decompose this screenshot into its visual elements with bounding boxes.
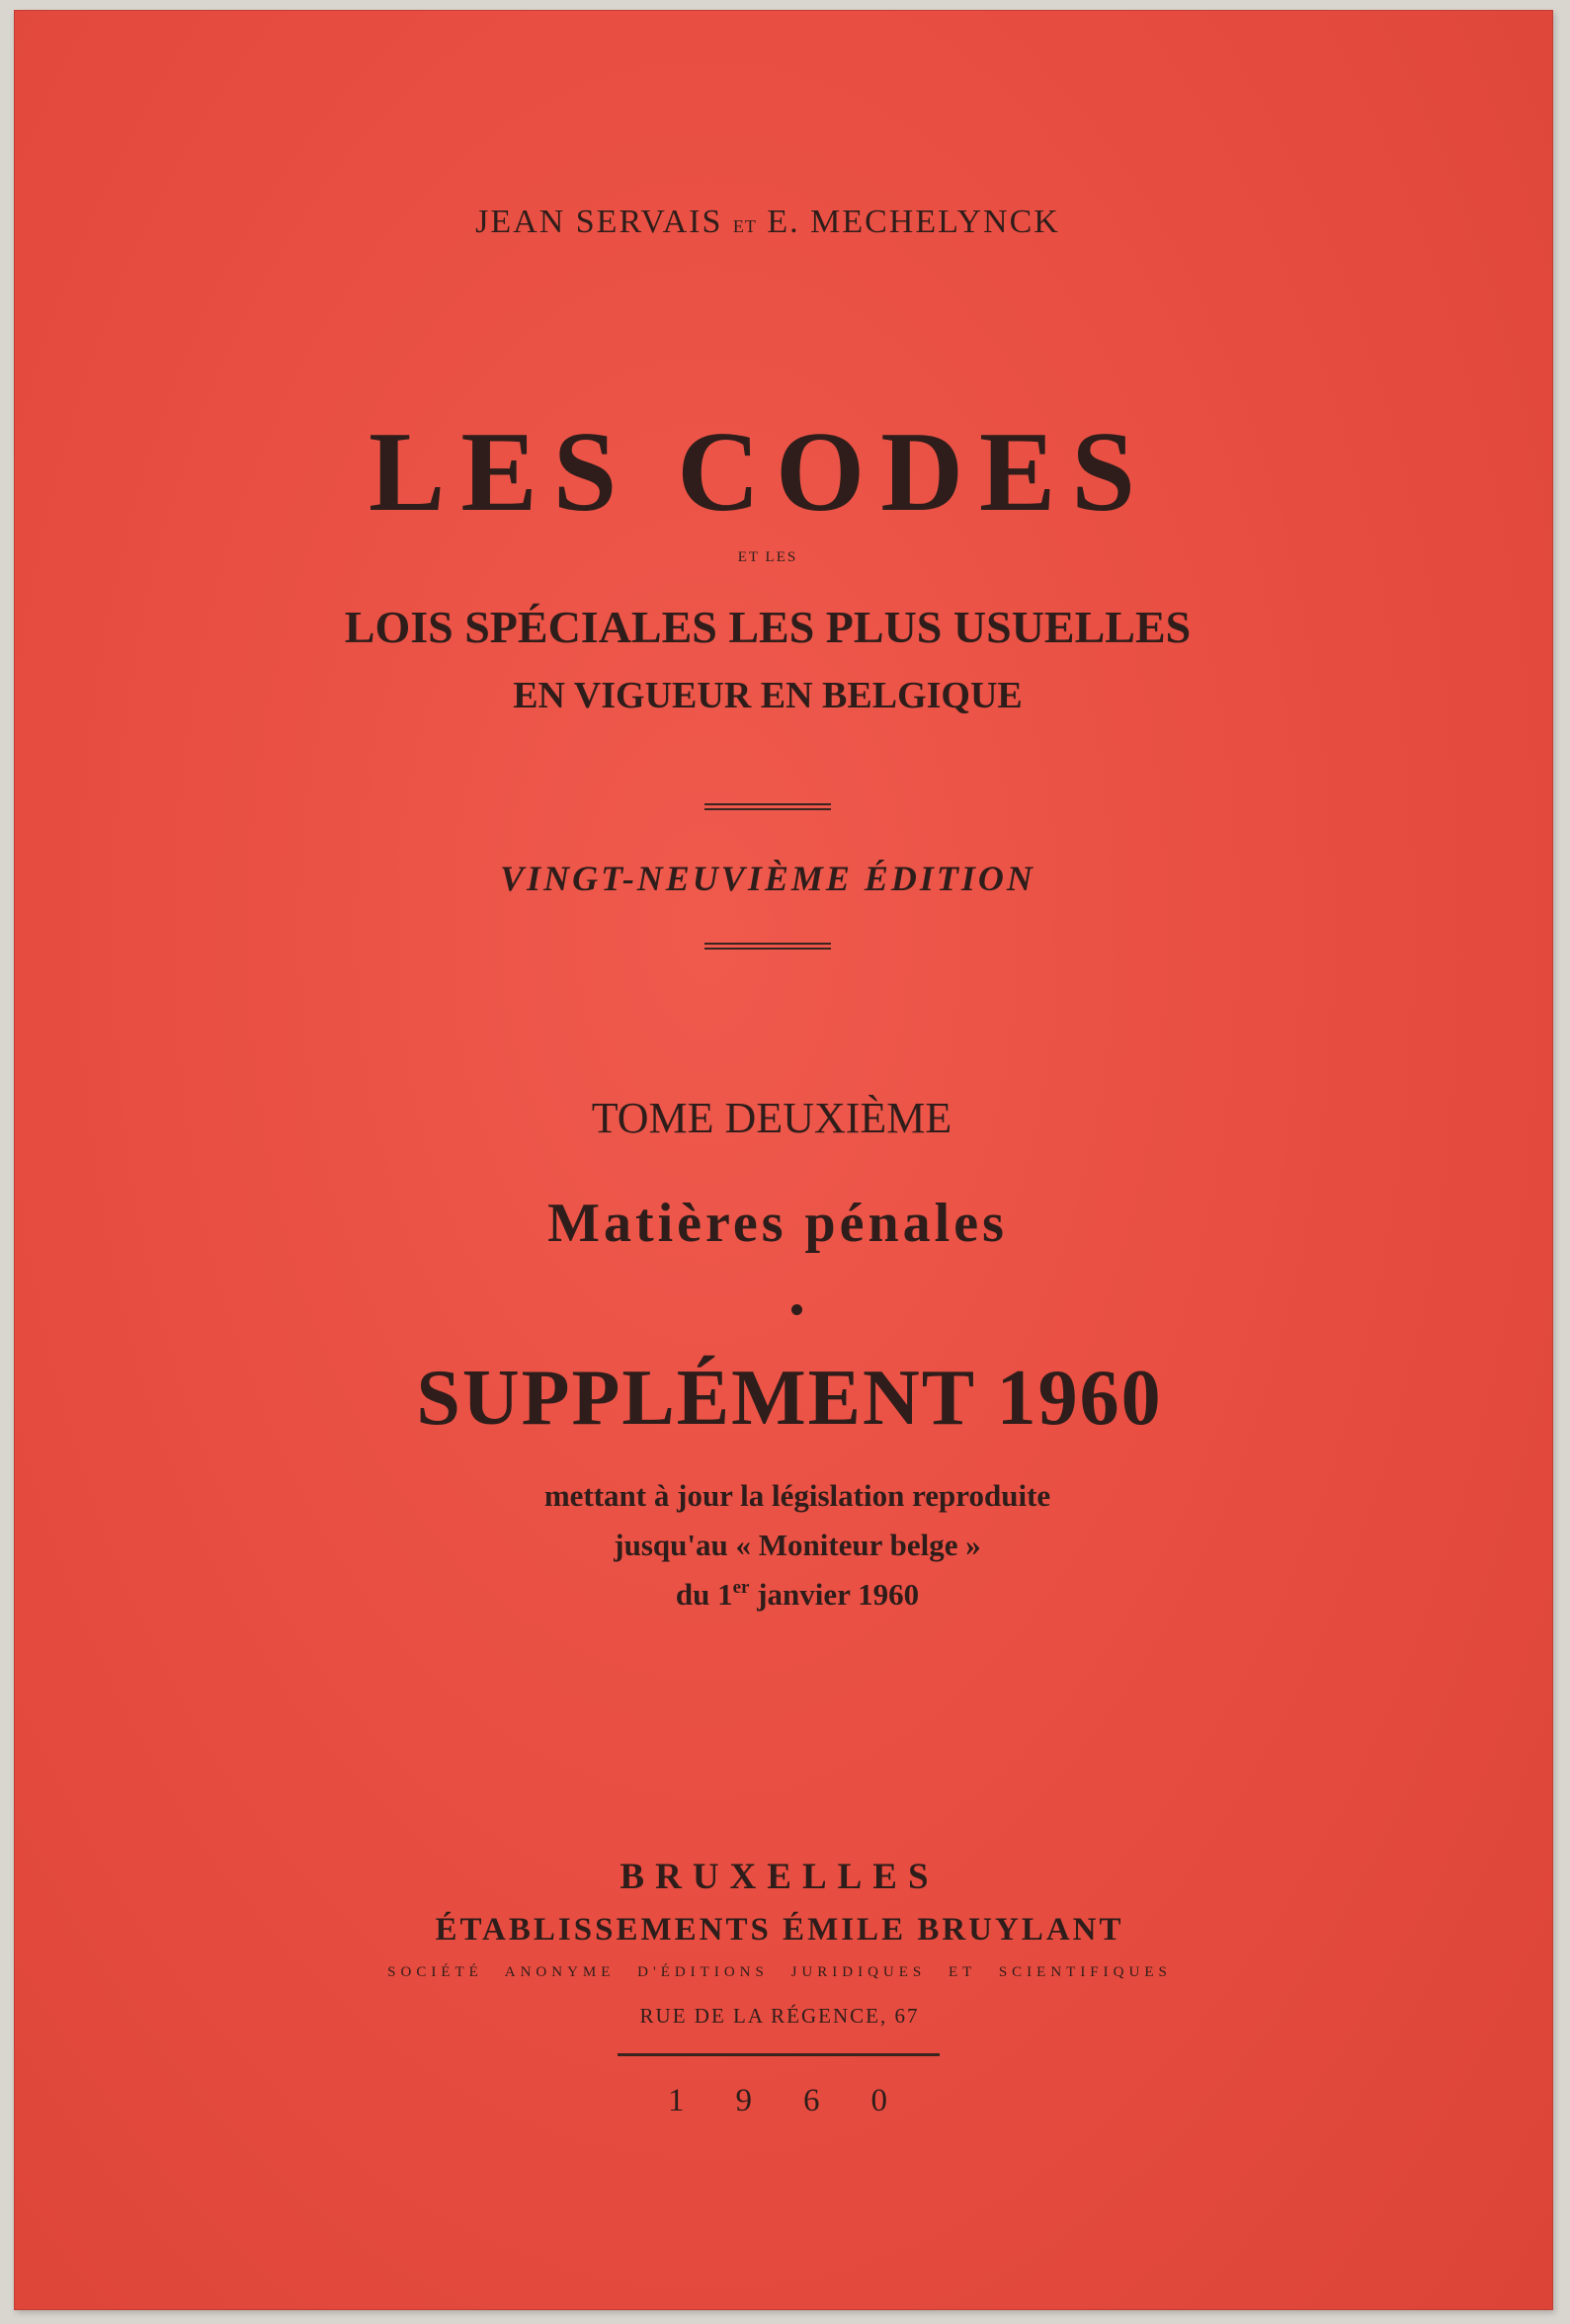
double-rule-divider (704, 803, 831, 810)
subject-heading: Matières pénales (547, 1193, 1008, 1254)
tome-label: TOME DEUXIÈME (591, 1094, 952, 1142)
title-connector: ET LES (737, 549, 798, 565)
authors-line (0, 204, 1537, 241)
date-superscript: er (732, 1577, 750, 1598)
subtitle-line-2: EN VIGUEUR EN BELGIQUE (513, 675, 1023, 716)
imprint-publisher: ÉTABLISSEMENTS ÉMILE BRUYLANT (435, 1912, 1124, 1948)
book-cover (14, 10, 1553, 2310)
description-line-1: mettant à jour la législation reproduite (543, 1478, 1051, 1513)
imprint-rule (618, 2053, 940, 2056)
supplement-heading: SUPPLÉMENT 1960 (416, 1355, 1163, 1442)
subtitle-line-1: LOIS SPÉCIALES LES PLUS USUELLES (344, 602, 1192, 652)
edition-label: VINGT-NEUVIÈME ÉDITION (500, 859, 1035, 898)
book-title: LES CODES (369, 409, 1151, 536)
imprint-society: SOCIÉTÉ ANONYME D'ÉDITIONS JURIDIQUES ET SCIENTIFIQUES (387, 1964, 1172, 1980)
description-line-3 (28, 1577, 1567, 1613)
imprint-year: 1960 (668, 2083, 939, 2118)
imprint-address: RUE DE LA RÉGENCE, 67 (639, 2004, 920, 2028)
author-second: E. MECHELYNCK (767, 204, 1060, 240)
bullet-ornament (791, 1304, 802, 1315)
date-prefix: du 1 (675, 1577, 733, 1612)
authors-conjunction: ET (732, 216, 757, 236)
author-first: JEAN SERVAIS (475, 204, 723, 240)
double-rule-divider (704, 943, 831, 950)
imprint-city: BRUXELLES (620, 1857, 940, 1897)
date-suffix: janvier 1960 (749, 1577, 920, 1612)
description-line-2: jusqu'au « Moniteur belge » (614, 1528, 981, 1562)
